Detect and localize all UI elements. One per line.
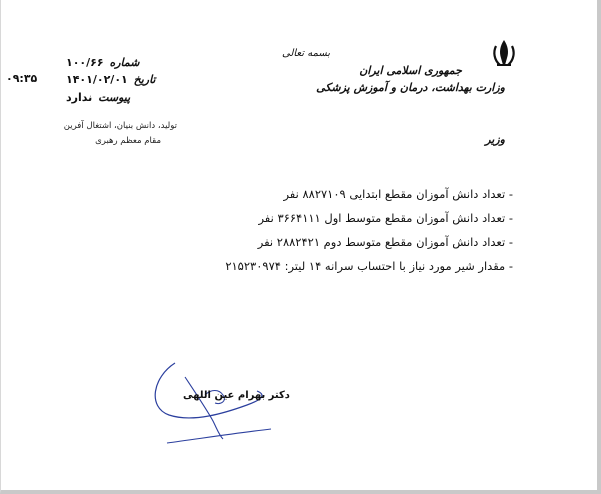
minister-label: وزیر	[485, 133, 505, 146]
ministry-logo-line2: وزارت بهداشت، درمان و آموزش پزشکی	[316, 81, 505, 94]
letter-body-list	[225, 182, 513, 278]
letter-attachment-label: پیوست	[98, 91, 131, 104]
letter-date-label: تاریخ	[133, 73, 156, 86]
letter-number-label: شماره	[109, 56, 140, 69]
letter-number-value: ۱۰۰/۶۶	[66, 56, 104, 69]
list-item: - تعداد دانش آموزان مقطع ابتدایی ۸۸۲۷۱۰۹ نفر	[283, 187, 513, 201]
ministry-logo-line1: جمهوری اسلامی ایران	[359, 64, 462, 77]
list-item: - تعداد دانش آموزان مقطع متوسط دوم ۲۸۸۲۴۲۱ نفر	[257, 235, 513, 249]
slogan-attribution: مقام معظم رهبری	[95, 136, 161, 146]
signer-name: دکتر بهرام عین اللهی	[183, 390, 290, 401]
letter-date-value: ۱۴۰۱/۰۲/۰۱	[66, 73, 128, 86]
ministry-logo	[316, 62, 505, 96]
letter-attachment-value: ندارد	[66, 91, 93, 104]
letter-number	[66, 56, 139, 69]
slogan-text: تولید، دانش بنیان، اشتغال آفرین	[63, 121, 177, 131]
list-item: - مقدار شیر مورد نیاز با احتساب سرانه ۱۴ لیتر: ۲۱۵۲۳۰۹۷۴	[225, 259, 513, 273]
bismillah-heading: بسمه تعالی	[282, 48, 331, 59]
letter-date	[66, 73, 155, 86]
letter-attachment	[66, 91, 130, 104]
letter-time: ۰۹:۳۵	[6, 72, 38, 85]
list-item: - تعداد دانش آموزان مقطع متوسط اول ۳۶۶۴۱۱۱ نفر	[258, 211, 513, 225]
